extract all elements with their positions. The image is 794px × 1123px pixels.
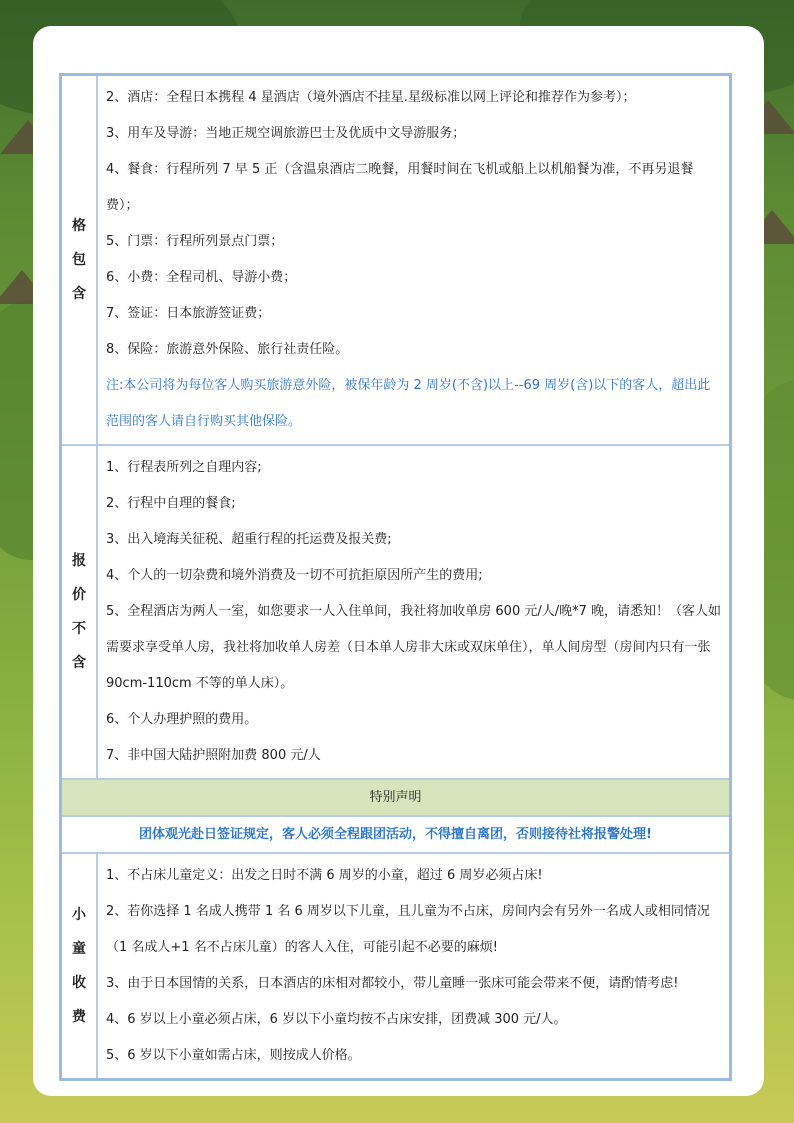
list-item: 5、6 岁以下小童如需占床，则按成人价格。 (106, 1048, 361, 1063)
list-item: 4、6 岁以上小童必须占床，6 岁以下小童均按不占床安排，团费减 300 元/人。 (106, 1012, 567, 1027)
excluded-content (98, 446, 729, 778)
special-title: 特别声明 (62, 780, 729, 815)
itinerary-table (59, 73, 732, 1081)
label-char: 报 (72, 553, 86, 569)
list-item: 3、由于日本国情的关系，日本酒店的床相对都较小，带儿童睡一张床可能会带来不便，请酌情考虑! (106, 976, 679, 991)
label-char: 格 (72, 218, 86, 234)
children-row (62, 854, 729, 1078)
special-warning-row (62, 817, 729, 854)
label-char: 不 (72, 621, 86, 637)
label-char: 收 (72, 975, 86, 991)
list-item: 3、出入境海关征税、超重行程的托运费及报关费; (106, 532, 392, 547)
list-item: 4、餐食：行程所列 7 早 5 正（含温泉酒店二晚餐，用餐时间在飞机或船上以机船餐为准，不再另退餐费）； (106, 162, 694, 213)
excluded-label (62, 446, 98, 778)
list-item: 2、若你选择 1 名成人携带 1 名 6 周岁以下儿童，且儿童为不占床，房间内会有另外一名成人或相同情况（1 名成人+1 名不占床儿童）的客人入住，可能引起不必要的麻烦! (106, 904, 710, 955)
label-char: 含 (72, 286, 86, 302)
list-item: 2、行程中自理的餐食; (106, 496, 236, 511)
label-char: 包 (72, 252, 86, 268)
children-content (98, 854, 729, 1078)
list-item: 5、全程酒店为两人一室，如您要求一人入住单间，我社将加收单房 600 元/人/晚*7 晚，请悉知！（客人如需要求享受单人房，我社将加收单人房差（日本单人房非大床或双床单住），单人间房型（房间内只有一张 90cm-110cm 不等的单人床）。 (106, 604, 722, 691)
list-item: 7、签证：日本旅游签证费； (106, 306, 271, 321)
label-char: 费 (72, 1009, 86, 1025)
label-char: 价 (72, 587, 86, 603)
list-item: 4、个人的一切杂费和境外消费及一切不可抗拒原因所产生的费用; (106, 568, 483, 583)
children-label (62, 854, 98, 1078)
label-char: 童 (72, 941, 86, 957)
list-item: 8、保险：旅游意外保险、旅行社责任险。 (106, 342, 349, 357)
list-item: 1、行程表所列之自理内容; (106, 460, 262, 475)
included-row (62, 76, 729, 446)
excluded-row (62, 446, 729, 780)
list-item: 3、用车及导游：当地正规空调旅游巴士及优质中文导游服务； (106, 126, 466, 141)
list-item: 6、个人办理护照的费用。 (106, 712, 258, 727)
list-item: 2、酒店：全程日本携程 4 星酒店（境外酒店不挂星.星级标准以网上评论和推荐作为参考）； (106, 90, 636, 105)
insurance-note: 注:本公司将为每位客人购买旅游意外险，被保年龄为 2 周岁(不含)以上--69 周岁(含)以下的客人，超出此范围的客人请自行购买其他保险。 (106, 378, 711, 429)
special-title-row (62, 780, 729, 817)
label-char: 小 (72, 907, 86, 923)
special-warning: 团体观光赴日签证规定，客人必须全程跟团活动，不得擅自离团，否则接待社将报警处理! (139, 827, 652, 842)
included-label (62, 76, 98, 444)
list-item: 7、非中国大陆护照附加费 800 元/人 (106, 748, 321, 763)
list-item: 5、门票：行程所列景点门票； (106, 234, 284, 249)
label-char: 含 (72, 655, 86, 671)
included-content (98, 76, 729, 444)
list-item: 1、不占床儿童定义：出发之日时不满 6 周岁的小童，超过 6 周岁必须占床! (106, 868, 543, 883)
list-item: 6、小费：全程司机、导游小费； (106, 270, 297, 285)
